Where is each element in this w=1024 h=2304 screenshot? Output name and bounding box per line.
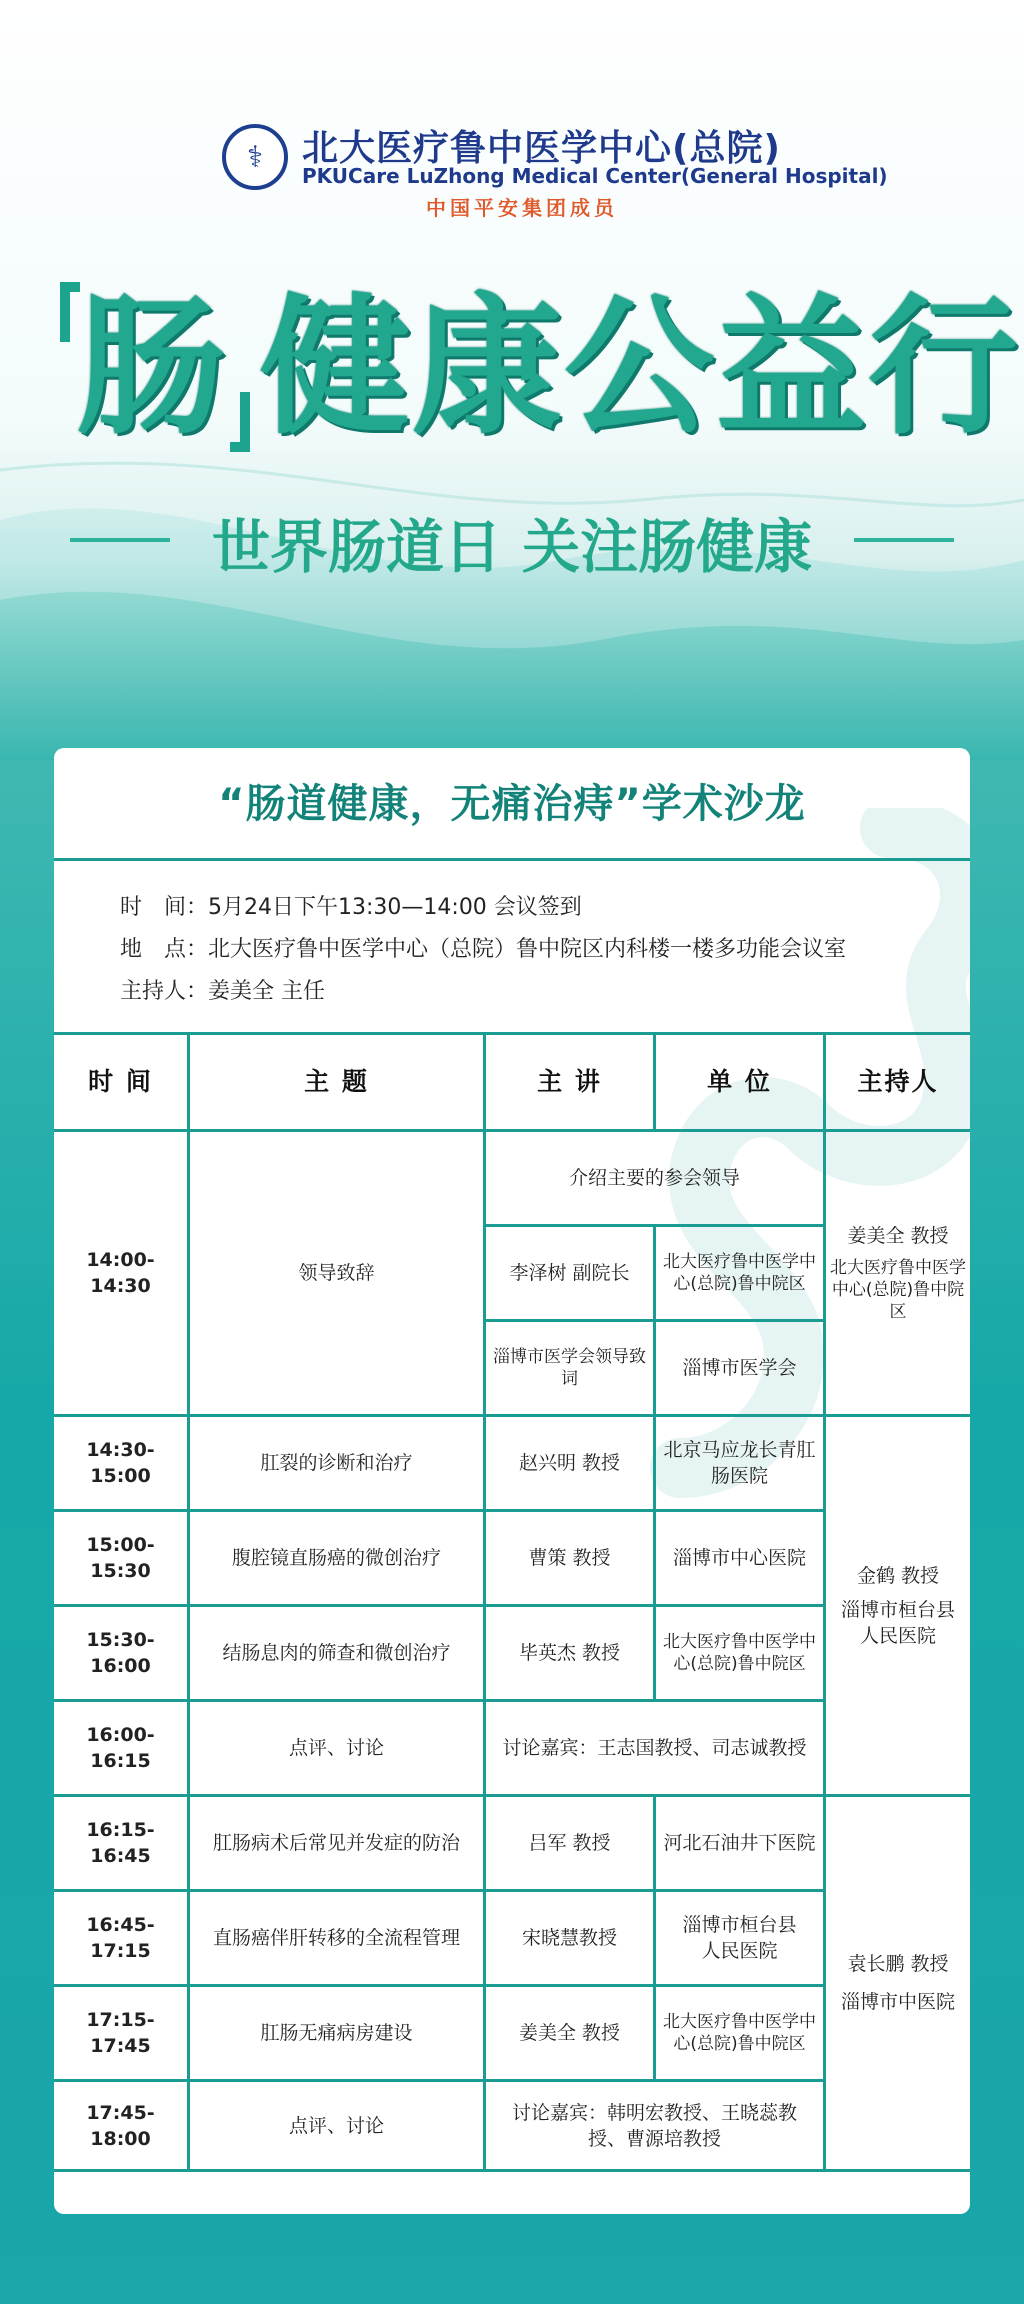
banner-subtitle: 世界肠道日 关注肠健康 xyxy=(211,513,813,581)
table-row-speaker: 姜美全 教授 xyxy=(486,1987,656,2082)
host-unit: 淄博市中医院 xyxy=(840,1991,955,2013)
host-name: 袁长鹏 教授 xyxy=(847,1953,949,1975)
table-row-speaker: 曹策 教授 xyxy=(486,1512,656,1607)
header-host: 主持人 xyxy=(826,1034,970,1132)
table-row-unit: 淄博市中心医院 xyxy=(656,1512,826,1607)
bracket-right-icon xyxy=(230,392,250,452)
table-row-unit: 北京马应龙长青肛肠医院 xyxy=(656,1417,826,1512)
table-row-time: 17:45-18:00 xyxy=(54,2082,190,2172)
banner-subtitle-row xyxy=(70,500,954,580)
table-row-unit: 淄博市医学会 xyxy=(656,1322,826,1417)
table-row-topic: 点评、讨论 xyxy=(190,1702,486,1797)
banner-title xyxy=(60,281,1021,482)
table-row-speaker: 淄博市医学会领导致词 xyxy=(486,1322,656,1417)
banner-title-first: 肠 xyxy=(76,281,227,455)
table-row-time: 15:30-16:00 xyxy=(54,1607,190,1702)
info-time-value: 5月24日下午13:30—14:00 会议签到 xyxy=(208,895,582,920)
table-row-unit: 淄博市桓台县人民医院 xyxy=(656,1892,826,1987)
table-row-time: 16:00-16:15 xyxy=(54,1702,190,1797)
schedule-table xyxy=(54,1034,970,2172)
table-row-unit: 北大医疗鲁中医学中心(总院)鲁中院区 xyxy=(656,1987,826,2082)
table-row-host xyxy=(826,1132,970,1417)
header-speaker: 主 讲 xyxy=(486,1034,656,1132)
host-unit: 淄博市桓台县人民医院 xyxy=(840,1598,955,1647)
host-name: 姜美全 教授 xyxy=(847,1225,949,1247)
table-row-unit: 北大医疗鲁中医学中心(总院)鲁中院区 xyxy=(656,1227,826,1322)
table-row-time: 14:00-14:30 xyxy=(54,1132,190,1417)
table-row-time: 15:00-15:30 xyxy=(54,1512,190,1607)
table-row-topic: 点评、讨论 xyxy=(190,2082,486,2172)
table-row-intro: 介绍主要的参会领导 xyxy=(486,1132,826,1227)
table-row-time: 16:15-16:45 xyxy=(54,1797,190,1892)
table-row-guests: 讨论嘉宾：韩明宏教授、王晓蕊教授、曹源培教授 xyxy=(486,2082,826,2172)
card-title: “肠道健康，无痛治痔”学术沙龙 xyxy=(218,781,806,827)
table-row-topic: 领导致辞 xyxy=(190,1132,486,1417)
divider xyxy=(54,858,970,861)
table-row-speaker: 吕军 教授 xyxy=(486,1797,656,1892)
info-location-value: 北大医疗鲁中医学中心（总院）鲁中院区内科楼一楼多功能会议室 xyxy=(208,937,847,962)
table-row-topic: 肛裂的诊断和治疗 xyxy=(190,1417,486,1512)
info-location xyxy=(120,932,846,963)
schedule-card xyxy=(54,748,970,2214)
table-row-time: 14:30-15:00 xyxy=(54,1417,190,1512)
logo-group-member: 中国平安集团成员 xyxy=(426,196,618,220)
info-time-label: 时 间： xyxy=(120,895,209,920)
table-row-unit: 河北石油井下医院 xyxy=(656,1797,826,1892)
host-name: 金鹤 教授 xyxy=(856,1564,940,1587)
table-row-time: 16:45-17:15 xyxy=(54,1892,190,1987)
header-time: 时 间 xyxy=(54,1034,190,1132)
table-row-topic: 结肠息肉的筛查和微创治疗 xyxy=(190,1607,486,1702)
table-row-topic: 肛肠病术后常见并发症的防治 xyxy=(190,1797,486,1892)
host-unit: 北大医疗鲁中医学中心(总院)鲁中院区 xyxy=(830,1258,966,1322)
table-row-speaker: 赵兴明 教授 xyxy=(486,1417,656,1512)
hospital-logo xyxy=(222,120,888,220)
table-row-host xyxy=(826,1797,970,2172)
table-row-speaker: 李泽树 副院长 xyxy=(486,1227,656,1322)
logo-english-name: PKUCare LuZhong Medical Center(General Hospital) xyxy=(302,164,888,188)
divider-left xyxy=(70,538,170,542)
info-location-label: 地 点： xyxy=(120,937,209,962)
banner-title-rest: 健康公益行 xyxy=(260,281,1021,455)
table-row-topic: 肛肠无痛病房建设 xyxy=(190,1987,486,2082)
table-row-speaker: 毕英杰 教授 xyxy=(486,1607,656,1702)
table-row-topic: 直肠癌伴肝转移的全流程管理 xyxy=(190,1892,486,1987)
table-row-time: 17:15-17:45 xyxy=(54,1987,190,2082)
info-time xyxy=(120,890,582,921)
divider-right xyxy=(854,538,954,542)
table-row-host xyxy=(826,1417,970,1797)
hospital-emblem-icon: ⚕ xyxy=(222,124,288,190)
table-row-guests: 讨论嘉宾：王志国教授、司志诚教授 xyxy=(486,1702,826,1797)
table-row-speaker: 宋晓慧教授 xyxy=(486,1892,656,1987)
info-host-label: 主持人： xyxy=(120,979,209,1004)
table-row-unit: 北大医疗鲁中医学中心(总院)鲁中院区 xyxy=(656,1607,826,1702)
info-host-value: 姜美全 主任 xyxy=(208,979,326,1004)
info-host xyxy=(120,974,325,1005)
header-topic: 主 题 xyxy=(190,1034,486,1132)
logo-chinese-name: 北大医疗鲁中医学中心(总院) xyxy=(302,128,781,169)
table-row-topic: 腹腔镜直肠癌的微创治疗 xyxy=(190,1512,486,1607)
header-unit: 单 位 xyxy=(656,1034,826,1132)
